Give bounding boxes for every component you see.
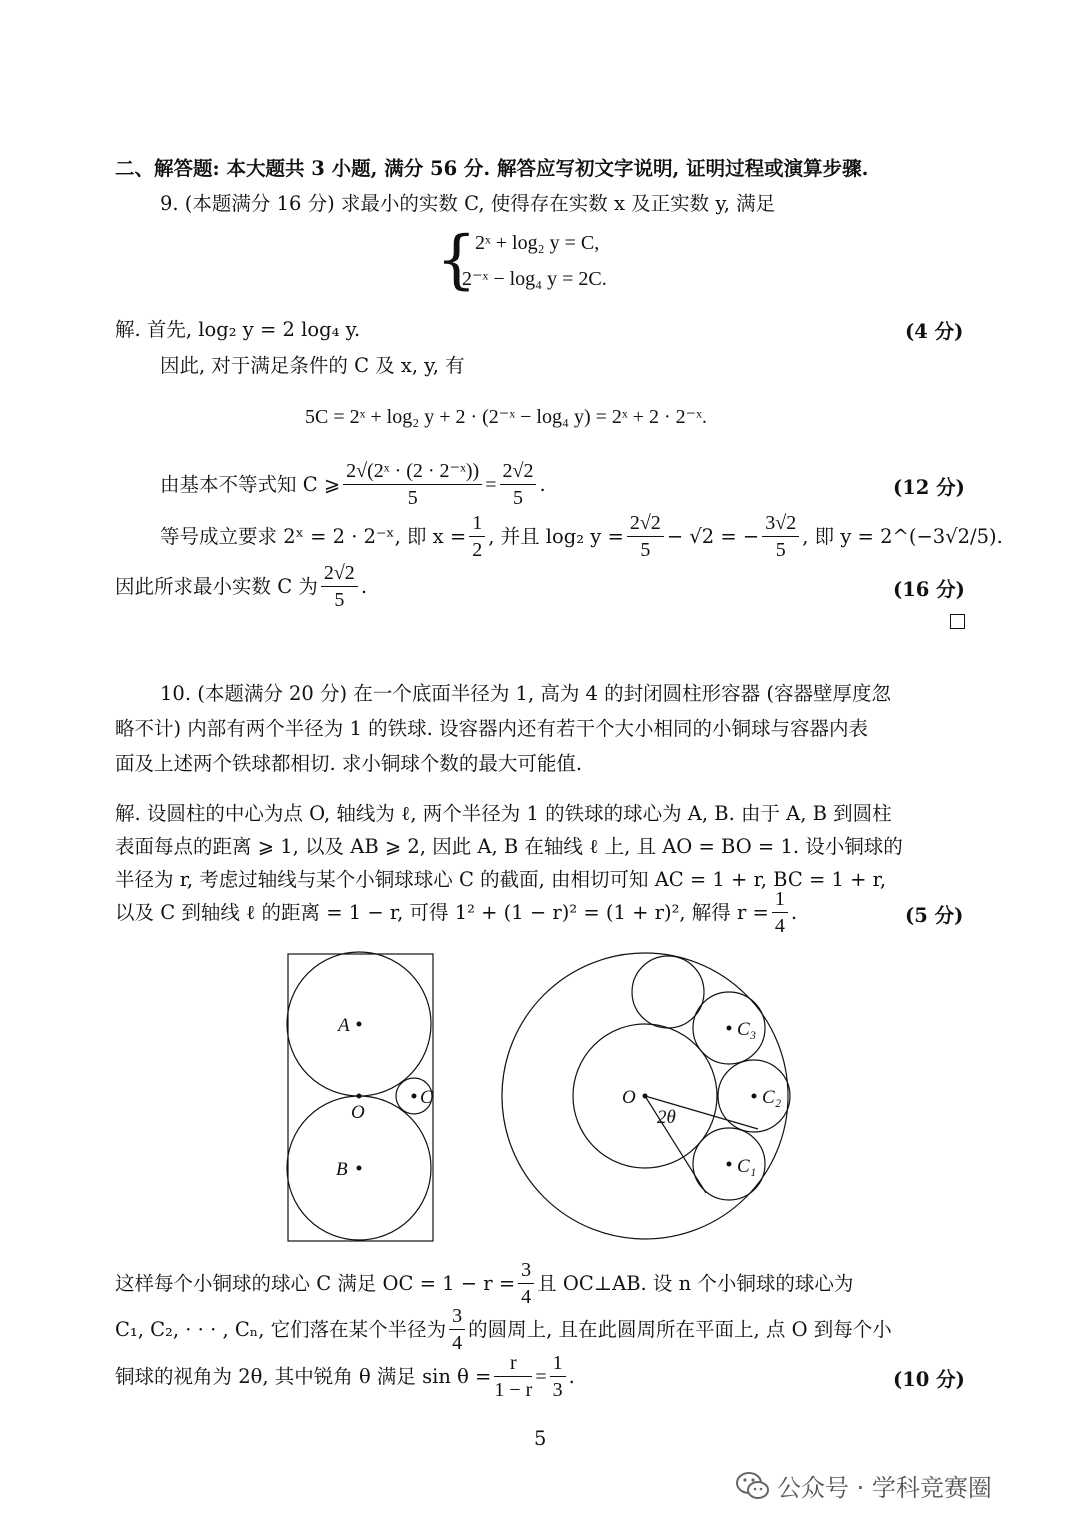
- label-C1: C₁: [737, 1156, 757, 1177]
- ineq-result-denominator: 5: [512, 487, 523, 509]
- r-fraction: [772, 886, 788, 939]
- sol-l4-end: .: [790, 900, 798, 924]
- p10-solution-line-4: [115, 886, 797, 939]
- watermark: [735, 1468, 992, 1503]
- p10-solution-line-1: 解. 设圆柱的中心为点 O, 轴线为 ℓ, 两个半径为 1 的铁球的球心为 A, B. 由于 A, B 到圆柱: [115, 802, 892, 825]
- p10-score-5: (5 分): [905, 904, 964, 927]
- label-C3: C₃: [737, 1019, 757, 1040]
- after-l1b: 且 OC⊥AB. 设 n 个小铜球的球心为: [537, 1271, 854, 1295]
- qed-square-icon: [950, 614, 965, 629]
- after-l3a: 铜球的视角为 2θ, 其中锐角 θ 满足 sin θ =: [115, 1364, 492, 1388]
- third-numerator: 1: [550, 1350, 566, 1377]
- half-denominator: 2: [472, 539, 483, 561]
- log-f1-denominator: 5: [640, 539, 651, 561]
- point-C: [412, 1094, 417, 1099]
- radius-numerator: 3: [449, 1303, 465, 1330]
- problem-10-statement-2: 略不计) 内部有两个半径为 1 的铁球. 设容器内还有若干个大小相同的小铜球与容器内表: [115, 717, 869, 740]
- point-A: [357, 1022, 362, 1027]
- p10-score-10: (10 分): [893, 1368, 965, 1391]
- ineq-result-fraction: [500, 458, 537, 511]
- label-B: B: [336, 1159, 348, 1180]
- eq-line-a: 等号成立要求 2ˣ = 2 · 2⁻ˣ, 即 x =: [160, 524, 467, 548]
- sin-equals: =: [535, 1365, 547, 1388]
- concl-fraction: [321, 560, 358, 613]
- small-circle-top: [632, 956, 704, 1028]
- p9-solution-line-1: 解. 首先, log₂ y = 2 log₄ y.: [115, 318, 361, 341]
- after-l2b: 的圆周上, 且在此圆周所在平面上, 点 O 到每个小: [468, 1317, 892, 1341]
- p10-solution-line-2: 表面每点的距离 ⩾ 1, 以及 AB ⩾ 2, 因此 A, B 在轴线 ℓ 上, 且 AO = BO = 1. 设小铜球的: [115, 835, 903, 858]
- label-C: C: [420, 1087, 433, 1108]
- point-B: [357, 1166, 362, 1171]
- after-l2a: C₁, C₂, · · · , Cₙ, 它们落在某个半径为: [115, 1317, 447, 1341]
- oc-denominator: 4: [521, 1286, 532, 1308]
- label-C2: C₂: [762, 1087, 782, 1108]
- p9-display-equation: 5C = 2ˣ + log₂ y + 2 · (2⁻ˣ − log₄ y) = 2ˣ + 2 · 2⁻ˣ.: [305, 406, 707, 428]
- log-f1-numerator: 2√2: [627, 510, 664, 537]
- problem-10-statement-1: 10. (本题满分 20 分) 在一个底面半径为 1, 高为 4 的封闭圆柱形容器 (容器壁厚度忽: [160, 682, 891, 705]
- ineq-fraction: [343, 458, 482, 511]
- p9-equality-line: [160, 510, 1003, 563]
- point-C3: [727, 1026, 732, 1031]
- p10-after-line-2: [115, 1303, 892, 1356]
- point-O: [357, 1094, 362, 1099]
- concl-denominator: 5: [334, 589, 345, 611]
- point-O2: [643, 1094, 648, 1099]
- r-denominator: 4: [774, 915, 785, 937]
- ineq-prefix: 由基本不等式知 C ⩾: [160, 472, 341, 496]
- system-brace: {: [436, 223, 477, 297]
- p9-inequality-line: [160, 458, 546, 511]
- eq-line-d: , 即 y = 2^(−3√2/5).: [802, 524, 1003, 548]
- p9-score-16: (16 分): [893, 578, 965, 601]
- half-fraction: [469, 510, 485, 563]
- log-fraction-2: [762, 510, 799, 563]
- p10-solution-line-3: 半径为 r, 考虑过轴线与某个小铜球球心 C 的截面, 由相切可知 AC = 1 + r, BC = 1 + r,: [115, 868, 887, 891]
- watermark-text: 公众号 · 学科竞赛圈: [777, 1474, 992, 1502]
- after-l3-end: .: [568, 1364, 575, 1388]
- after-l1a: 这样每个小铜球的球心 C 满足 OC = 1 − r =: [115, 1271, 516, 1295]
- radius-denominator: 4: [452, 1332, 463, 1354]
- label-2theta: 2θ: [657, 1107, 676, 1128]
- ineq-end: .: [539, 472, 546, 496]
- r-numerator: 1: [772, 886, 788, 913]
- section-header: 二、解答题: 本大题共 3 小题, 满分 56 分. 解答应写初文字说明, 证明过程或演算步骤.: [115, 157, 869, 180]
- point-C2: [752, 1094, 757, 1099]
- sol-l4-text: 以及 C 到轴线 ℓ 的距离 = 1 − r, 可得 1² + (1 − r)² = (1 + r)², 解得 r =: [115, 900, 769, 924]
- p9-score-12: (12 分): [893, 476, 965, 499]
- concl-end: .: [360, 574, 368, 598]
- problem-9-statement: 9. (本题满分 16 分) 求最小的实数 C, 使得存在实数 x 及正实数 y, 满足: [160, 192, 776, 215]
- ineq-denominator: 5: [407, 487, 418, 509]
- log-f2-numerator: 3√2: [762, 510, 799, 537]
- p9-solution-line-2: 因此, 对于满足条件的 C 及 x, y, 有: [160, 354, 465, 377]
- system-eq-1: 2ˣ + log₂ y = C,: [475, 232, 600, 254]
- wechat-icon: [735, 1471, 771, 1501]
- problem-10-statement-3: 面及上述两个铁球都相切. 求小铜球个数的最大可能值.: [115, 752, 583, 775]
- third-fraction: [550, 1350, 566, 1403]
- ineq-numerator: 2√(2ˣ · (2 · 2⁻ˣ)): [343, 458, 482, 485]
- half-numerator: 1: [469, 510, 485, 537]
- point-C1: [727, 1162, 732, 1167]
- log-fraction-1: [627, 510, 664, 563]
- system-eq-2: 2⁻ˣ − log₄ y = 2C.: [462, 268, 607, 290]
- sin-fraction: [494, 1350, 532, 1403]
- eq-line-b: , 并且 log₂ y =: [488, 524, 624, 548]
- ineq-equals: =: [485, 473, 497, 496]
- oc-numerator: 3: [518, 1257, 534, 1284]
- label-O: O: [351, 1102, 365, 1123]
- concl-prefix: 因此所求最小实数 C 为: [115, 574, 318, 598]
- sin-numerator: r: [494, 1350, 532, 1377]
- radius-fraction: [449, 1303, 465, 1356]
- third-denominator: 3: [552, 1379, 563, 1401]
- label-O2: O: [622, 1087, 636, 1108]
- sin-denominator: 1 − r: [494, 1379, 533, 1401]
- ineq-result-numerator: 2√2: [500, 458, 537, 485]
- concl-numerator: 2√2: [321, 560, 358, 587]
- page-number: 5: [534, 1427, 547, 1450]
- eq-line-c: − √2 = −: [666, 524, 760, 548]
- p10-figure: [280, 945, 800, 1245]
- log-f2-denominator: 5: [775, 539, 786, 561]
- p9-score-4: (4 分): [905, 320, 964, 343]
- p9-conclusion-line: [115, 560, 367, 613]
- p10-after-line-3: [115, 1350, 575, 1403]
- label-A: A: [338, 1015, 350, 1036]
